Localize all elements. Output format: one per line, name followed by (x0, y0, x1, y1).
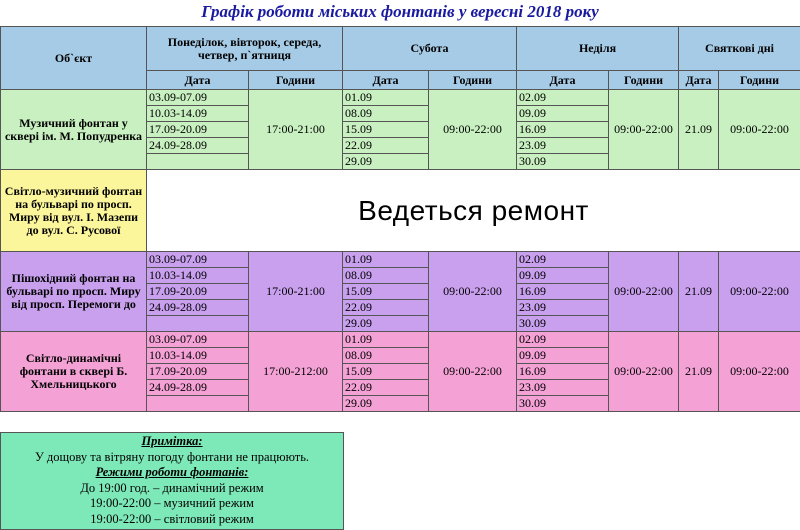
holiday-date: 21.09 (679, 90, 719, 170)
table-row (1, 252, 800, 268)
mode-item: До 19:00 год. – динамічний режим (80, 480, 264, 495)
weekday-date: 17.09-20.09 (147, 284, 249, 300)
sunday-date: 23.09 (517, 300, 609, 316)
mode-item: 19:00-22:00 – музичний режим (90, 496, 254, 510)
holiday-hours: 09:00-22:00 (719, 252, 800, 332)
saturday-date: 01.09 (343, 252, 429, 268)
weekday-date (147, 154, 249, 170)
weekday-date (147, 316, 249, 332)
weekday-date: 24.09-28.09 (147, 380, 249, 396)
saturday-hours: 09:00-22:00 (429, 252, 517, 332)
sunday-hours: 09:00-22:00 (609, 332, 679, 412)
note-box (0, 432, 344, 530)
holiday-date: 21.09 (679, 252, 719, 332)
saturday-date: 22.09 (343, 300, 429, 316)
weekday-date: 10.03-14.09 (147, 268, 249, 284)
sunday-hours: 09:00-22:00 (609, 252, 679, 332)
saturday-date: 08.09 (343, 106, 429, 122)
fountain-name: Світло-динамічні фонтани в сквері Б. Хмельницького (1, 332, 147, 412)
table-row (1, 90, 800, 106)
weekday-date (147, 396, 249, 412)
header-sunday: Неділя (517, 27, 679, 71)
sunday-date: 02.09 (517, 332, 609, 348)
weekday-hours: 17:00-21:00 (249, 90, 343, 170)
saturday-date: 22.09 (343, 380, 429, 396)
weekday-date: 24.09-28.09 (147, 300, 249, 316)
modes-heading: Режими роботи фонтанів: (95, 465, 249, 479)
sunday-date: 02.09 (517, 90, 609, 106)
saturday-date: 29.09 (343, 396, 429, 412)
saturday-date: 22.09 (343, 138, 429, 154)
header-object: Об`єкт (1, 27, 147, 90)
sunday-date: 16.09 (517, 364, 609, 380)
sunday-date: 09.09 (517, 348, 609, 364)
header-hours: Години (719, 71, 800, 90)
note-text: У дощову та вітряну погоду фонтани не працюють. (34, 449, 310, 464)
holiday-date: 21.09 (679, 332, 719, 412)
weekday-date: 03.09-07.09 (147, 332, 249, 348)
sunday-hours: 09:00-22:00 (609, 90, 679, 170)
weekday-date: 10.03-14.09 (147, 348, 249, 364)
holiday-hours: 09:00-22:00 (719, 332, 800, 412)
saturday-date: 08.09 (343, 348, 429, 364)
holiday-hours: 09:00-22:00 (719, 90, 800, 170)
weekday-date: 03.09-07.09 (147, 252, 249, 268)
saturday-hours: 09:00-22:00 (429, 90, 517, 170)
header-date: Дата (517, 71, 609, 90)
weekday-hours: 17:00-212:00 (249, 332, 343, 412)
fountain-name: Пішохідний фонтан на бульварі по просп. Миру від просп. Перемоги до (1, 252, 147, 332)
sunday-date: 30.09 (517, 154, 609, 170)
saturday-date: 29.09 (343, 316, 429, 332)
weekday-date: 03.09-07.09 (147, 90, 249, 106)
weekday-date: 17.09-20.09 (147, 122, 249, 138)
header-holidays: Святкові дні (679, 27, 800, 71)
note-heading: Примітка: (141, 434, 203, 448)
weekday-hours: 17:00-21:00 (249, 252, 343, 332)
sunday-date: 16.09 (517, 122, 609, 138)
mode-item: 19:00-22:00 – світловий режим (90, 511, 254, 526)
page-title: Графік роботи міських фонтанів у вересні 2018 року (201, 2, 599, 21)
weekday-date: 24.09-28.09 (147, 138, 249, 154)
header-saturday: Субота (343, 27, 517, 71)
saturday-date: 01.09 (343, 332, 429, 348)
header-date: Дата (147, 71, 249, 90)
saturday-date: 15.09 (343, 122, 429, 138)
header-date: Дата (343, 71, 429, 90)
sunday-date: 23.09 (517, 138, 609, 154)
fountain-name: Світло-музичний фонтан на бульварі по просп. Миру від вул. І. Мазепи до вул. С. Русової (1, 170, 147, 252)
sunday-date: 09.09 (517, 106, 609, 122)
saturday-hours: 09:00-22:00 (429, 332, 517, 412)
saturday-date: 08.09 (343, 268, 429, 284)
sunday-date: 09.09 (517, 268, 609, 284)
fountain-name: Музичний фонтан у сквері ім. М. Попудренка (1, 90, 147, 170)
weekday-date: 17.09-20.09 (147, 364, 249, 380)
header-row-1 (1, 27, 800, 71)
weekday-date: 10.03-14.09 (147, 106, 249, 122)
sunday-date: 30.09 (517, 316, 609, 332)
table-row (1, 332, 800, 348)
saturday-date: 15.09 (343, 284, 429, 300)
header-hours: Години (249, 71, 343, 90)
header-hours: Години (429, 71, 517, 90)
sunday-date: 23.09 (517, 380, 609, 396)
sunday-date: 16.09 (517, 284, 609, 300)
schedule-table (0, 26, 800, 412)
saturday-date: 29.09 (343, 154, 429, 170)
table-row (1, 170, 800, 252)
header-date: Дата (679, 71, 719, 90)
repair-status: Ведеться ремонт (147, 170, 800, 252)
header-hours: Години (609, 71, 679, 90)
saturday-date: 15.09 (343, 364, 429, 380)
sunday-date: 30.09 (517, 396, 609, 412)
sunday-date: 02.09 (517, 252, 609, 268)
header-weekdays: Понеділок, вівторок, середа, четвер, п`ятниця (147, 27, 343, 71)
saturday-date: 01.09 (343, 90, 429, 106)
